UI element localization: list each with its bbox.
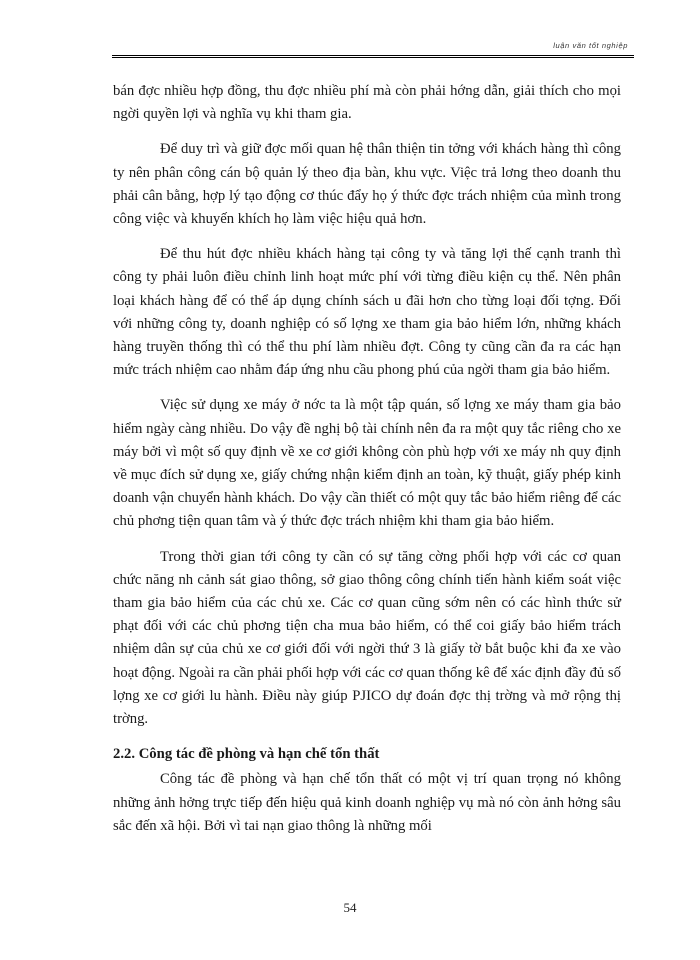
- page-body: [113, 80, 621, 850]
- paragraph-1: bán đợc nhiều hợp đồng, thu đợc nhiều phí mà còn phải hớng dẫn, giải thích cho mọi ngời quyền lợi và nghĩa vụ khi tham gia.: [113, 83, 621, 123]
- header-rule: [112, 55, 634, 58]
- paragraph-3: Để thu hút đợc nhiều khách hàng tại công ty và tăng lợi thế cạnh tranh thì công ty phải luôn điều chỉnh linh hoạt mức phí với từng điều kiện cụ thể. Nên phân loại khách hàng để có thể áp dụng chính sách u đãi hơn cho từng loại đối tợng. Đối với những công ty, doanh nghiệp có số lợng xe tham gia bảo hiểm lớn, những khách hàng truyền thống thì có thể thu phí làm nhiều đợt. Công ty cũng cần đa ra các hạn mức trách nhiệm cao nhằm đáp ứng nhu cầu phong phú của ngời tham gia bảo hiểm.: [113, 246, 621, 379]
- paragraph-2: Để duy trì và giữ đợc mối quan hệ thân thiện tin tởng với khách hàng thì công ty nên phân công cán bộ quản lý theo địa bàn, khu vực. Việc trả lơng theo doanh thu phải cân bằng, hợp lý tạo động cơ thúc đẩy họ ý thức đợc trách nhiệm của mình trong công việc và khuyến khích họ làm việc hiệu quả hơn.: [113, 141, 621, 228]
- paragraph-4: Việc sử dụng xe máy ở nớc ta là một tập quán, số lợng xe máy tham gia bảo hiểm ngày càng nhiều. Do vậy đề nghị bộ tài chính nên đa ra một quy tắc riêng cho xe máy bởi vì một số quy định về xe cơ giới không còn phù hợp với xe máy nh quy định về mục đích sử dụng xe, giấy chứng nhận kiểm định an toàn, kỹ thuật, giấy phép kinh doanh vận chuyển hành khách. Do vậy cần thiết có một quy tắc bảo hiểm riêng để các chủ phơng tiện quan tâm và ý thức đợc trách nhiệm khi tham gia bảo hiểm.: [113, 397, 621, 530]
- section-heading: 2.2. Công tác đề phòng và hạn chế tổn thất: [113, 746, 380, 763]
- section-paragraph: Công tác đề phòng và hạn chế tổn thất có một vị trí quan trọng nó không những ảnh hởng trực tiếp đến hiệu quả kinh doanh nghiệp vụ mà nó còn ảnh hởng sâu sắc đến xã hội. Bởi vì tai nạn giao thông là những mối: [113, 771, 621, 834]
- running-header: luận văn tốt nghiệp: [553, 41, 628, 50]
- paragraph-5: Trong thời gian tới công ty cần có sự tăng cờng phối hợp với các cơ quan chức năng nh cảnh sát giao thông, sở giao thông công chính tiến hành kiểm soát việc tham gia bảo hiểm của các chủ xe. Các cơ quan cũng sớm nên có các hình thức sử phạt đối với các chủ phơng tiện cha mua bảo hiểm, có thể coi giấy bảo hiểm trách nhiệm dân sự của chủ xe cơ giới đối với ngời thứ 3 là giấy tờ bắt buộc khi đa xe vào hoạt động. Ngoài ra cần phải phối hợp với các cơ quan thống kê để xác định đầy đủ số lợng xe cơ giới lu hành. Điều này giúp PJICO dự đoán đợc thị trờng và mở rộng thị trờng.: [113, 548, 621, 728]
- page-number: 54: [343, 900, 357, 915]
